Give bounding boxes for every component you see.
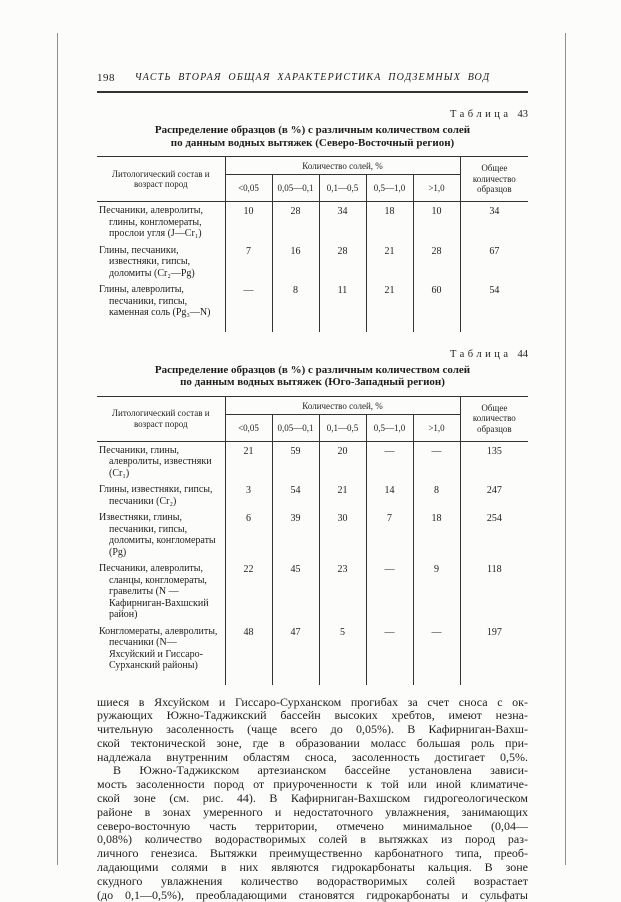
running-head [97,72,528,85]
table-row [97,202,528,242]
table-43-title-line1: Распределение образцов (в %) с различным количеством солей [97,124,528,137]
table-43-title [97,124,528,149]
total-cell: 67 [460,242,528,282]
page-frame-right-rule [565,33,566,865]
value-cell: — [413,441,460,481]
value-cell: 54 [272,481,319,509]
lithology-cell: Песчаники, алевролиты, глины, конгломераты, прослои угля (J—Cr₁) [97,202,225,242]
table-row-spacer [97,321,528,332]
column-header-lithology: Литологический состав и возраст пород [97,157,225,202]
table-43-label-number: 43 [518,109,529,120]
value-cell: 10 [225,202,272,242]
table-44-title-line2: по данным водных вытяжек (Юго-Западный регион) [97,376,528,389]
text-line: мость засоленности пород от приуроченности к той или иной климатиче- [97,778,528,792]
text-line: надлежала внутренним областям сноса, засоленность достигает 0,5%. [97,751,528,765]
value-cell: 60 [413,281,460,321]
value-cell: 5 [319,623,366,674]
table-44-title-line1: Распределение образцов (в %) с различным количеством солей [97,364,528,377]
value-cell: 45 [272,560,319,623]
column-header-range-2: 0,05—0,1 [272,175,319,202]
lithology-cell: Глины, известняки, гипсы, песчаники (Cr₂) [97,481,225,509]
spacer-cell [460,674,528,685]
lithology-cell: Конгломераты, алевролиты, песчаники (N—Яхсуйский и Гиссаро-Сурханский районы) [97,623,225,674]
total-cell: 197 [460,623,528,674]
table-43 [97,156,528,332]
lithology-cell: Песчаники, глины, алевролиты, известняки (Cr₁) [97,441,225,481]
running-head-rule [97,91,528,93]
value-cell: 21 [319,481,366,509]
table-44-title [97,364,528,389]
value-cell: 8 [272,281,319,321]
text-line: В Южно-Таджикском артезианском бассейне установлена зависи- [97,764,528,778]
column-header-range-3: 0,1—0,5 [319,414,366,441]
table-row [97,281,528,321]
value-cell: — [366,560,413,623]
text-line: (до 0,1—0,5%), преобладающими становятся гидрокарбонаты и сульфаты [97,889,528,902]
text-line: чительную засоленность (чаще всего до 0,05%). В Кафирниган-Вахш- [97,723,528,737]
text-line: личного генезиса. Вытяжки преимущественно карбонатного типа, преоб- [97,847,528,861]
value-cell: 20 [319,441,366,481]
table-row [97,441,528,481]
value-cell: 23 [319,560,366,623]
value-cell: 16 [272,242,319,282]
value-cell: — [366,623,413,674]
column-header-range-4: 0,5—1,0 [366,175,413,202]
spacer-cell [366,321,413,332]
text-line: ладающими солями в них являются гидрокарбонаты кальция. В зоне [97,861,528,875]
value-cell: 28 [319,242,366,282]
value-cell: 22 [225,560,272,623]
spacer-cell [272,674,319,685]
value-cell: 18 [366,202,413,242]
spacer-cell [366,674,413,685]
running-title: ЧАСТЬ ВТОРАЯ ОБЩАЯ ХАРАКТЕРИСТИКА ПОДЗЕМНЫХ ВОД [97,72,528,83]
table-43-label [97,109,528,120]
value-cell: 7 [366,509,413,560]
value-cell: 34 [319,202,366,242]
text-line: ружающих Южно-Таджикский бассейн высоких хребтов, имеют незна- [97,709,528,723]
table-44-label [97,349,528,360]
table-44-header-row-1 [97,396,528,414]
value-cell: 8 [413,481,460,509]
table-row [97,623,528,674]
body-text [97,696,528,902]
value-cell: — [366,441,413,481]
value-cell: 14 [366,481,413,509]
value-cell: 21 [366,281,413,321]
text-line: 0,08%) количество водорастворимых солей в вытяжках из пород раз- [97,833,528,847]
text-line: шиеся в Яхсуйском и Гиссаро-Сурханском прогибах за счет сноса с ок- [97,696,528,710]
total-cell: 247 [460,481,528,509]
value-cell: 39 [272,509,319,560]
table-44 [97,396,528,685]
page-frame-left-rule [57,33,58,865]
column-header-range-1: <0,05 [225,175,272,202]
table-43-title-line2: по данным водных вытяжек (Северо-Восточный регион) [97,137,528,150]
total-cell: 54 [460,281,528,321]
value-cell: — [225,281,272,321]
total-cell: 254 [460,509,528,560]
total-cell: 118 [460,560,528,623]
lithology-cell: Глины, песчаники, известняки, гипсы, доломиты (Cr₂—Pg) [97,242,225,282]
spacer-cell [319,674,366,685]
table-row [97,242,528,282]
value-cell: 9 [413,560,460,623]
spacer-cell [225,321,272,332]
table-row [97,560,528,623]
table-row-spacer [97,674,528,685]
value-cell: 6 [225,509,272,560]
text-line: районе в зонах умеренного и недостаточного увлажнения, занимающих [97,806,528,820]
spacer-cell [272,321,319,332]
paragraph-continuation [97,696,528,765]
lithology-cell: Песчаники, алевролиты, сланцы, конгломераты, гравелиты (N — Кафирниган-Вахшский район) [97,560,225,623]
column-header-range-2: 0,05—0,1 [272,414,319,441]
column-header-total-samples: Общее количество образцов [460,157,528,202]
spacer-cell [413,321,460,332]
value-cell: 47 [272,623,319,674]
value-cell: 21 [225,441,272,481]
column-header-range-5: >1,0 [413,414,460,441]
column-header-lithology: Литологический состав и возраст пород [97,396,225,441]
value-cell: 10 [413,202,460,242]
spacer-cell [97,321,225,332]
table-43-label-word: Таблица [450,109,512,120]
value-cell: 59 [272,441,319,481]
spacer-cell [413,674,460,685]
table-44-label-word: Таблица [450,349,512,360]
page-content [97,0,528,902]
text-line: ской тектонической зоне, где в образовании моласс большая роль при- [97,737,528,751]
spacer-cell [225,674,272,685]
column-header-range-4: 0,5—1,0 [366,414,413,441]
value-cell: 28 [272,202,319,242]
spacer-cell [97,674,225,685]
table-row [97,481,528,509]
column-header-total-samples: Общее количество образцов [460,396,528,441]
lithology-cell: Глины, алевролиты, песчаники, гипсы, каменная соль (Pg₃—N) [97,281,225,321]
spacer-cell [319,321,366,332]
table-44-label-number: 44 [518,349,529,360]
table-43-header-row-1 [97,157,528,175]
text-line: северо-восточную часть территории, отмечено минимальное (0,04— [97,820,528,834]
paragraph [97,764,528,902]
column-header-range-1: <0,05 [225,414,272,441]
table-row [97,509,528,560]
column-group-header-salt-amount: Количество солей, % [225,157,460,175]
value-cell: 7 [225,242,272,282]
column-header-range-3: 0,1—0,5 [319,175,366,202]
value-cell: 3 [225,481,272,509]
column-header-range-5: >1,0 [413,175,460,202]
value-cell: 11 [319,281,366,321]
text-line: скудного увлажнения количество водорастворимых солей возрастает [97,875,528,889]
total-cell: 135 [460,441,528,481]
text-line: ской зоне (см. рис. 44). В Кафирниган-Вахшском гидрогеологическом [97,792,528,806]
value-cell: 30 [319,509,366,560]
total-cell: 34 [460,202,528,242]
column-group-header-salt-amount: Количество солей, % [225,396,460,414]
spacer-cell [460,321,528,332]
lithology-cell: Известняки, глины, песчаники, гипсы, доломиты, конгломераты (Pg) [97,509,225,560]
page-number: 198 [97,72,115,84]
value-cell: 48 [225,623,272,674]
value-cell: 28 [413,242,460,282]
value-cell: 18 [413,509,460,560]
value-cell: 21 [366,242,413,282]
value-cell: — [413,623,460,674]
